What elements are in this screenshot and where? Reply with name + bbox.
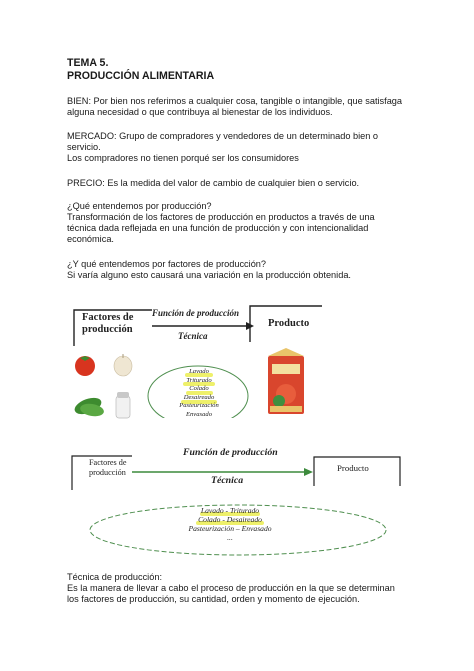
bien-line-2: alguna necesidad o que contribuya al bienestar de los individuos. [67, 107, 333, 117]
mercado-line-2: servicio. [67, 142, 101, 152]
production-answer-line-1: Transformación de los factores de producción en productos a través de una [67, 212, 375, 222]
step-pasteurizacion: Pasteurización [179, 402, 219, 410]
diagram1-steps [150, 368, 248, 420]
diagram1-output-label: Producto [268, 318, 310, 329]
bien-line-1: BIEN: Por bien nos referimos a cualquier cosa, tangible o intangible, que satisfaga [67, 96, 403, 106]
step-desaireado: Desaireado [183, 393, 215, 401]
process-arrow-head [304, 468, 313, 476]
page-title: PRODUCCIÓN ALIMENTARIA [67, 70, 215, 82]
steps-line-4: ... [227, 533, 233, 542]
diagram1-technique-label: Técnica [178, 331, 208, 341]
tecnica-heading: Técnica de producción: [67, 572, 162, 582]
tecnica-line-2: los factores de producción, su cantidad, orden y momento de ejecución. [67, 594, 360, 604]
step-envasado: Envasado [185, 410, 212, 418]
diagram1-function-label: Función de producción [152, 308, 240, 318]
steps-line-3: Pasteurización – Envasado [188, 524, 272, 533]
ingredients-illustration [70, 352, 142, 422]
salt-shaker-icon [116, 392, 130, 418]
definition-bien [67, 96, 427, 118]
tomato-carton-image [268, 348, 304, 414]
production-question: ¿Qué entendemos por producción? [67, 201, 212, 211]
mercado-line-1: MERCADO: Grupo de compradores y vendedores de un determinado bien o [67, 131, 379, 141]
diagram2-technique-label: Técnica [211, 475, 244, 486]
definition-mercado [67, 131, 417, 164]
factors-question: ¿Y qué entendemos por factores de producción? [67, 259, 267, 269]
step-lavado: Lavado [189, 368, 209, 375]
diagram2-input-line-1: Factores de [89, 458, 127, 467]
diagram2-input-label [89, 458, 127, 478]
diagram1-input-label [82, 312, 133, 336]
diagram2-function-label: Función de producción [183, 447, 278, 458]
factors-section [67, 259, 417, 281]
production-section [67, 201, 417, 245]
diagram2-output-label: Producto [337, 463, 369, 473]
tomato-icon [75, 356, 95, 376]
production-answer-line-3: económica. [67, 234, 114, 244]
steps-line-2: Colado - Desaireado [198, 515, 262, 524]
diagram2-steps [160, 506, 300, 542]
definition-precio: PRECIO: Es la medida del valor de cambio de cualquier bien o servicio. [67, 178, 360, 188]
step-triturado: Triturado [186, 376, 212, 384]
garlic-icon [114, 354, 132, 376]
mercado-line-3: Los compradores no tienen porqué ser los consumidores [67, 153, 299, 163]
diagram2-input-line-2: producción [89, 468, 126, 477]
topic-number: TEMA 5. [67, 57, 109, 69]
step-colado: Colado [189, 385, 209, 393]
diagram1-input-line-2: producción [82, 324, 133, 335]
tecnica-section [67, 572, 427, 605]
tecnica-line-1: Es la manera de llevar a cabo el proceso de producción en la que se determinan [67, 583, 395, 593]
factors-answer: Si varía alguno esto causará una variación en la producción obtenida. [67, 270, 351, 280]
steps-line-1: Lavado - Triturado [200, 506, 260, 515]
production-answer-line-2: técnica dada reflejada en una función de producción y con intencionalidad [67, 223, 369, 233]
diagram1-input-line-1: Factores de [82, 312, 134, 323]
cucumber-icon [72, 395, 104, 418]
